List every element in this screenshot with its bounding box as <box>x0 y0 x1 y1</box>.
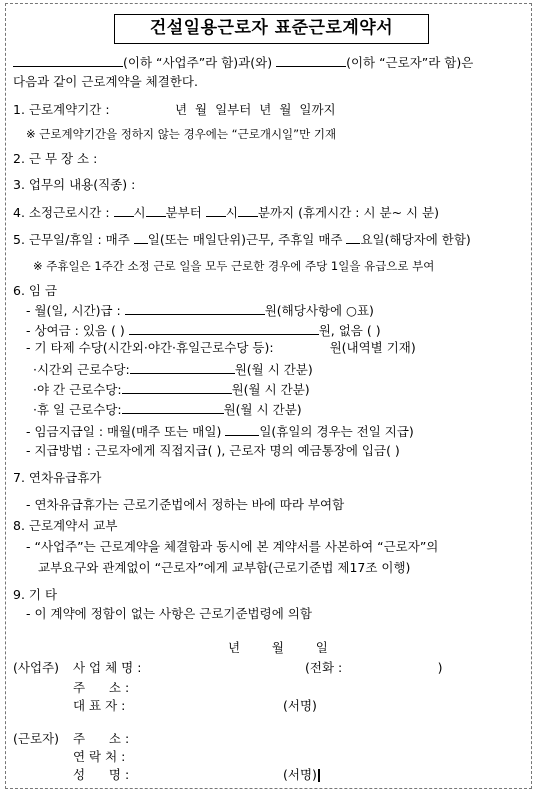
section-8-label: 8. 근로계약서 교부 <box>13 518 118 533</box>
employer-company-label: 사 업 체 명 : <box>73 660 142 675</box>
section-1-label: 1. 근로계약기간 : <box>13 102 110 117</box>
bonus-blank[interactable] <box>129 322 319 335</box>
section-7-text: - 연차유급휴가는 근로기준법에서 정하는 바에 따라 부여함 <box>26 497 345 512</box>
end-hour-blank[interactable] <box>206 204 226 217</box>
bonus-tail[interactable]: 원, 없음 ( ) <box>318 323 381 338</box>
worker-contact-label: 연 락 처 : <box>73 749 126 764</box>
employer-rep-label: 대 표 자 : <box>73 698 126 713</box>
holiday-pay-blank[interactable] <box>122 401 224 414</box>
until-text: 분까지 (휴게시간 : 시 분~ 시 분) <box>257 205 440 220</box>
payday-blank[interactable] <box>225 423 259 436</box>
section-6-label: 6. 임 금 <box>13 283 58 298</box>
workdays-text: 일(또는 매일단위)근무, 주휴일 매주 <box>147 232 343 247</box>
section-3-label: 3. 업무의 내용(직종) : <box>13 177 136 192</box>
employer-sign[interactable]: (서명) <box>283 698 317 713</box>
start-hour-blank[interactable] <box>114 204 134 217</box>
section-5-line <box>13 231 471 248</box>
bonus-line <box>26 322 381 339</box>
payday-tail: 일(휴일의 경우는 전일 지급) <box>259 424 414 439</box>
from-text: 분부터 <box>165 205 202 220</box>
intro-line-2: 다음과 같이 근로계약을 체결한다. <box>13 74 198 89</box>
section-4-label: 4. 소정근로시간 : <box>13 205 110 220</box>
worker-address-label: 주 소 : <box>73 731 130 746</box>
text-cursor <box>318 769 320 782</box>
worker-tag: (근로자) <box>13 731 59 746</box>
night-line <box>33 381 310 398</box>
employer-tag: (사업주) <box>13 660 59 675</box>
employer-name-blank[interactable] <box>13 54 123 67</box>
section-9-text: - 이 계약에 정함이 없는 사항은 근로기준법령에 의함 <box>26 606 312 621</box>
bonus-label[interactable]: - 상여금 : 있음 ( ) <box>26 323 125 338</box>
signing-date[interactable]: 년 월 일 <box>228 640 328 655</box>
end-minute-blank[interactable] <box>238 204 258 217</box>
contract-period-field[interactable]: 년 월 일부터 년 월 일까지 <box>175 102 336 117</box>
section-7-label: 7. 연차유급휴가 <box>13 470 102 485</box>
section-8-text-1: - “사업주”는 근로계약을 체결함과 동시에 본 계약서를 사본하여 “근로자”의 <box>26 539 439 554</box>
overtime-blank[interactable] <box>130 361 235 374</box>
overtime-tail: 원(월 시 간분) <box>234 362 313 377</box>
section-2-label: 2. 근 무 장 소 : <box>13 151 98 166</box>
wage-blank[interactable] <box>125 302 265 315</box>
intro-text-a: (이하 “사업주”라 함)과(와) <box>123 55 273 70</box>
worker-name-label: 성 명 : <box>73 767 130 782</box>
worker-sign-line <box>283 767 320 783</box>
employer-address-label: 주 소 : <box>73 680 130 695</box>
document-title: 건설일용근로자 표준근로계약서 <box>114 14 429 44</box>
wage-label: - 월(일, 시간)급 : <box>26 303 121 318</box>
extra-allowance-label: - 기 타제 수당(시간외·야간·휴일근로수당 등): <box>26 340 274 355</box>
intro-line-1 <box>13 54 473 71</box>
employer-phone-field[interactable]: (전화 : ) <box>305 660 443 675</box>
holiday-pay-line <box>33 401 302 418</box>
payment-method-line[interactable]: - 지급방법 : 근로자에게 직접지급( ), 근로자 명의 예금통장에 입금( ) <box>26 443 400 458</box>
start-minute-blank[interactable] <box>146 204 166 217</box>
hour-text: 시 <box>133 205 146 220</box>
payday-line <box>26 423 414 440</box>
extra-allowance-tail: 원(내역별 기재) <box>329 340 416 355</box>
section-1-note: ※ 근로계약기간을 정하지 않는 경우에는 “근로개시일”만 기재 <box>26 127 337 141</box>
holiday-blank[interactable] <box>346 231 360 244</box>
worker-sign[interactable]: (서명) <box>283 767 317 782</box>
wage-line <box>26 302 374 319</box>
section-5-label: 5. 근무일/휴일 : 매주 <box>13 232 130 247</box>
holiday-pay-label: ·휴 일 근로수당: <box>33 402 122 417</box>
holiday-pay-tail: 원(월 시 간분) <box>223 402 302 417</box>
section-5-note: ※ 주휴일은 1주간 소정 근로 일을 모두 근로한 경우에 주당 1일을 유급으로 부여 <box>33 259 435 273</box>
extra-allowance-line <box>26 340 416 356</box>
night-label: ·야 간 근로수당: <box>33 382 122 397</box>
holiday-text: 요일(해당자에 한함) <box>360 232 471 247</box>
wage-tail: 원(해당사항에 ○표) <box>264 303 374 318</box>
section-8-text-2: 교부요구와 관계없이 “근로자”에게 교부함(근로기준법 제17조 이행) <box>38 560 411 575</box>
overtime-line <box>33 361 313 378</box>
section-9-label: 9. 기 타 <box>13 587 58 602</box>
section-4-line <box>13 204 439 221</box>
night-tail: 원(월 시 간분) <box>231 382 310 397</box>
workdays-blank[interactable] <box>134 231 148 244</box>
extra-allowance-blank[interactable] <box>278 340 330 352</box>
night-blank[interactable] <box>122 381 232 394</box>
worker-name-blank[interactable] <box>276 54 346 67</box>
intro-text-b: (이하 “근로자”라 함)은 <box>346 55 474 70</box>
overtime-label: ·시간외 근로수당: <box>33 362 130 377</box>
payday-label: - 임금지급일 : 매월(매주 또는 매일) <box>26 424 222 439</box>
hour-text-2: 시 <box>225 205 238 220</box>
